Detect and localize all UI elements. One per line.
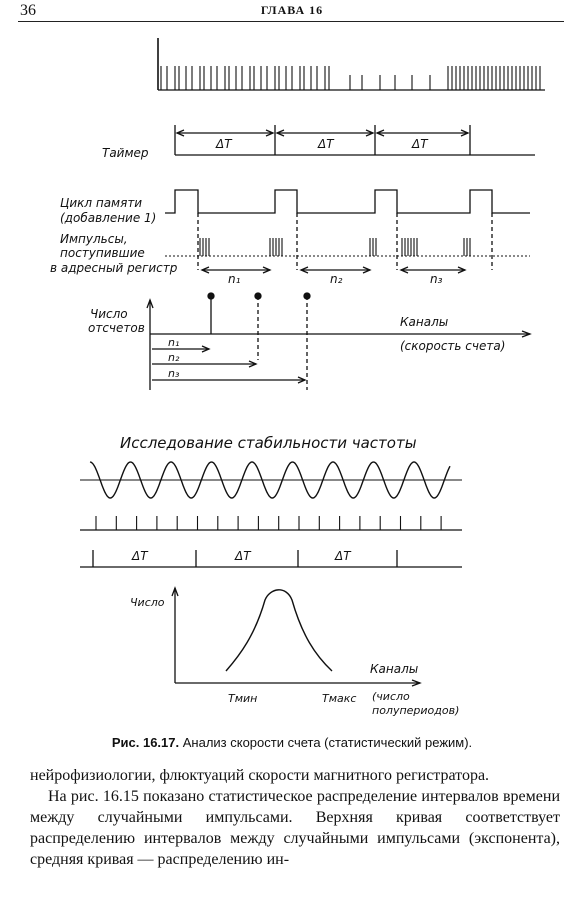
body-text bbox=[30, 765, 560, 870]
caption-prefix: Рис. 16.17. bbox=[111, 735, 180, 750]
counts-plot bbox=[88, 293, 530, 390]
n1-label: n₁ bbox=[228, 272, 241, 286]
distribution-plot bbox=[130, 588, 459, 717]
timer-label: Таймер bbox=[102, 146, 149, 160]
n2-count-label: n₂ bbox=[168, 351, 180, 364]
channels-axis-label: Каналы bbox=[370, 662, 419, 676]
t-max-label: Tмакс bbox=[322, 692, 357, 705]
n1-count-label: n₁ bbox=[168, 336, 180, 349]
delta-t-2: ΔT bbox=[318, 137, 334, 151]
random-pulse-train bbox=[158, 38, 545, 90]
sine-wave bbox=[80, 462, 462, 498]
delta-t-3: ΔT bbox=[412, 137, 428, 151]
n2-label: n₂ bbox=[330, 272, 343, 286]
gate-intervals bbox=[80, 549, 462, 567]
page-number: 36 bbox=[20, 2, 36, 19]
count-rate-label: (скорость счета) bbox=[400, 339, 506, 353]
paragraph-1: нейрофизиологии, флюктуаций скорости магнитного регистратора. bbox=[30, 767, 490, 784]
count-axis-label: Число bbox=[130, 596, 165, 609]
t-min-label: Tмин bbox=[228, 692, 258, 705]
half-period-ticks bbox=[80, 516, 462, 530]
timer-row bbox=[102, 125, 535, 160]
figure-16-17 bbox=[0, 22, 584, 732]
half-periods-label-2: полупериодов) bbox=[372, 704, 460, 717]
pulses-label-3: в адресный регистр bbox=[50, 261, 178, 275]
delta-t-4: ΔT bbox=[132, 549, 148, 563]
count-label-2: отсчетов bbox=[88, 321, 145, 335]
delta-t-1: ΔT bbox=[216, 137, 232, 151]
memory-cycle-label-2: (добавление 1) bbox=[60, 211, 157, 225]
channels-label: Каналы bbox=[400, 315, 449, 329]
paragraph-2: На рис. 16.15 показано статистическое распределение интервалов времени между случайными импульсами. Верхняя кривая соответствует распределению интервалов между случайными импульсами (экспонента), средняя кривая — распределению ин- bbox=[30, 788, 560, 868]
figure-caption bbox=[0, 735, 584, 750]
pulses-label-2: поступившие bbox=[60, 246, 145, 260]
count-label-1: Число bbox=[90, 307, 128, 321]
stability-title: Исследование стабильности частоты bbox=[120, 434, 417, 452]
delta-t-6: ΔT bbox=[335, 549, 351, 563]
n3-count-label: n₃ bbox=[168, 367, 180, 380]
delta-t-5: ΔT bbox=[235, 549, 251, 563]
caption-text: Анализ скорости счета (статистический режим). bbox=[182, 735, 473, 750]
half-periods-label-1: (число bbox=[372, 690, 410, 703]
running-header: ГЛАВА 16 bbox=[260, 3, 324, 17]
memory-cycle-label-1: Цикл памяти bbox=[60, 196, 143, 210]
pulses-label-1: Импульсы, bbox=[60, 232, 128, 246]
n3-label: n₃ bbox=[430, 272, 443, 286]
address-register-row bbox=[50, 232, 530, 286]
